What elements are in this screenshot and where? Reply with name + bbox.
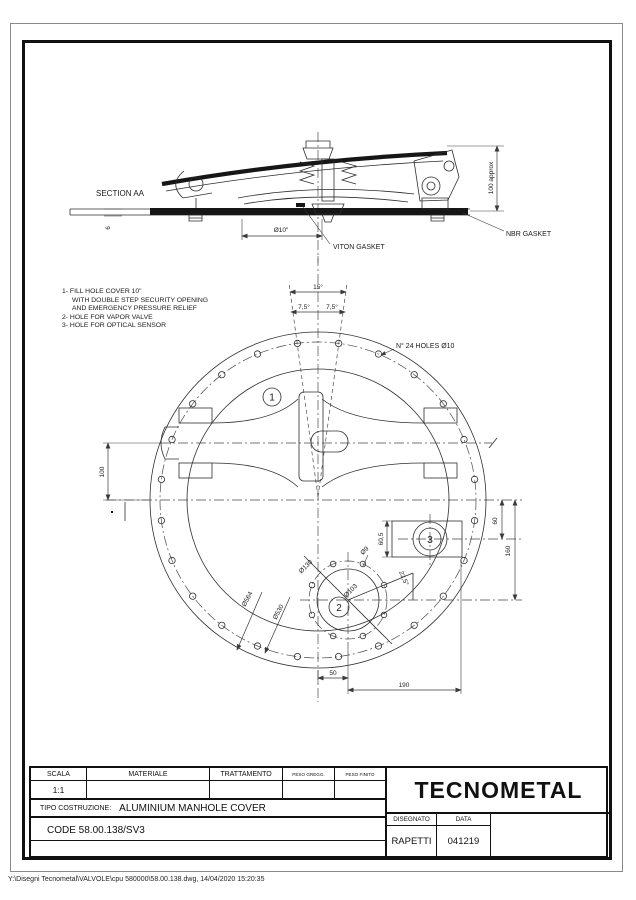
flange-bolts <box>189 215 444 221</box>
cover-top-plate <box>162 153 447 184</box>
hinge-bracket <box>414 150 459 209</box>
data-value-cell <box>437 826 491 856</box>
hole <box>309 582 315 588</box>
v2-angle-label: 22,5° <box>397 570 410 587</box>
balloon-3-label: 3 <box>427 535 433 546</box>
balloon-2-label: 2 <box>336 603 342 614</box>
holes-note-leader <box>381 349 394 355</box>
inner-lid <box>238 189 414 204</box>
dim160-label: 160 <box>505 545 512 557</box>
d530-label: Ø530 <box>271 603 286 621</box>
center-slot <box>311 431 348 452</box>
tipo-label: TIPO COSTRUZIONE: <box>40 804 112 812</box>
note-1: 1- FILL HOLE COVER 10" <box>62 288 142 295</box>
height-dim-label: 100 approx <box>488 161 495 195</box>
center-stem <box>322 159 334 201</box>
disegnato-label: DISEGNATO <box>393 816 430 823</box>
tipo-row <box>31 798 385 818</box>
hole <box>158 476 164 482</box>
d564-label: Ø564 <box>240 590 255 608</box>
note-3: 3- HOLE FOR OPTICAL SENSOR <box>62 322 166 330</box>
left-bracket-top <box>179 408 212 423</box>
v3-dim605-label: 60,5 <box>378 532 385 546</box>
holes-note-label: N° 24 HOLES Ø10 <box>396 343 455 350</box>
dim50-label: 50 <box>329 670 337 677</box>
company-block <box>385 768 610 860</box>
tipo-value: ALUMINIUM MANHOLE COVER <box>119 802 266 814</box>
trattamento-header-cell <box>210 768 283 781</box>
hinge-pin <box>427 182 435 190</box>
section-title: SECTION AA <box>96 189 145 198</box>
disegnato-value: RAPETTI <box>391 835 432 847</box>
hole <box>254 351 260 357</box>
materiale-header-cell <box>87 768 210 781</box>
angle75-right-label: 7,5° <box>326 304 338 311</box>
hole <box>309 612 315 618</box>
viton-gasket-mark <box>296 203 305 207</box>
section-view <box>70 132 552 263</box>
nbr-gasket-mark <box>457 210 468 214</box>
company-name: TECNOMETAL <box>414 776 583 803</box>
neck-dim-label: Ø10" <box>273 227 289 234</box>
trattamento-label: TRATTAMENTO <box>220 770 272 778</box>
materiale-label: MATERIALE <box>128 770 168 778</box>
hole <box>461 436 467 442</box>
viton-gasket-label: VITON GASKET <box>333 244 385 251</box>
code-value: CODE 58.00.138/SV3 <box>47 824 145 836</box>
angle75-left-label: 7,5° <box>298 304 310 311</box>
height-dim-ext <box>447 146 504 211</box>
center-plate <box>299 392 323 481</box>
angle15-label: 15° <box>313 284 323 291</box>
scala-value: 1:1 <box>52 784 65 795</box>
note-1b: WITH DOUBLE STEP SECURITY OPENING <box>72 296 209 304</box>
dim190-label: 190 <box>398 682 410 689</box>
data-value: 041219 <box>447 835 480 847</box>
data-header-cell <box>437 814 491 826</box>
code-row <box>31 820 385 841</box>
trattamento-value-cell <box>210 781 283 798</box>
scala-header-cell <box>31 768 87 781</box>
materiale-value-cell <box>87 781 210 798</box>
plate-dim-label: 6 <box>106 226 112 230</box>
title-block <box>29 766 608 858</box>
v2-d130-label: Ø130 <box>297 558 315 576</box>
roof-reinforcement <box>150 208 468 215</box>
disegnato-header-cell <box>387 814 437 826</box>
v3-dim60-label: 60 <box>492 517 499 525</box>
note-2: 2- HOLE FOR VAPOR VALVE <box>62 313 153 321</box>
v2-d9-label: Ø9 <box>359 545 371 557</box>
v2-d103-label: Ø103 <box>342 582 360 600</box>
disegnato-value-cell <box>387 826 437 856</box>
peso-gregg-label: PESO GREGG. <box>292 771 325 777</box>
v3-centerlines <box>398 514 521 566</box>
optical-sensor-hole <box>378 500 521 600</box>
data-label: DATA <box>455 816 472 823</box>
peso-gregg-header-cell <box>283 768 335 781</box>
hole <box>219 372 225 378</box>
company-cell <box>387 768 610 814</box>
vapor-valve-hole <box>298 545 522 648</box>
peso-gregg-value-cell <box>283 781 335 798</box>
balloon-1-label: 1 <box>269 392 275 404</box>
right-bracket-top <box>424 408 457 423</box>
file-path-footer: Y:\Disegni Tecnometal\VALVOLE\cpu 580000\58.00.138.dwg, 14/04/2020 15:20:35 <box>8 876 265 883</box>
hinge-pivot <box>422 177 440 195</box>
nbr-gasket-label: NBR GASKET <box>506 231 552 238</box>
left-bracket-bottom <box>179 463 212 478</box>
section-plane-dot <box>111 511 113 513</box>
note-1c: AND EMERGENCY PRESSURE RELIEF <box>72 305 197 313</box>
notes-block <box>62 288 208 331</box>
bottom-dim-ext <box>318 560 461 694</box>
nbr-leader <box>463 213 504 231</box>
scala-value-cell <box>31 781 87 798</box>
hinge-roller <box>444 161 454 171</box>
dim100-label: 100 <box>99 466 106 478</box>
peso-finito-header-cell <box>335 768 385 781</box>
right-bracket-bottom <box>424 463 457 478</box>
scala-label: SCALA <box>47 770 70 778</box>
peso-finito-label: PESO FINITO <box>345 771 375 777</box>
